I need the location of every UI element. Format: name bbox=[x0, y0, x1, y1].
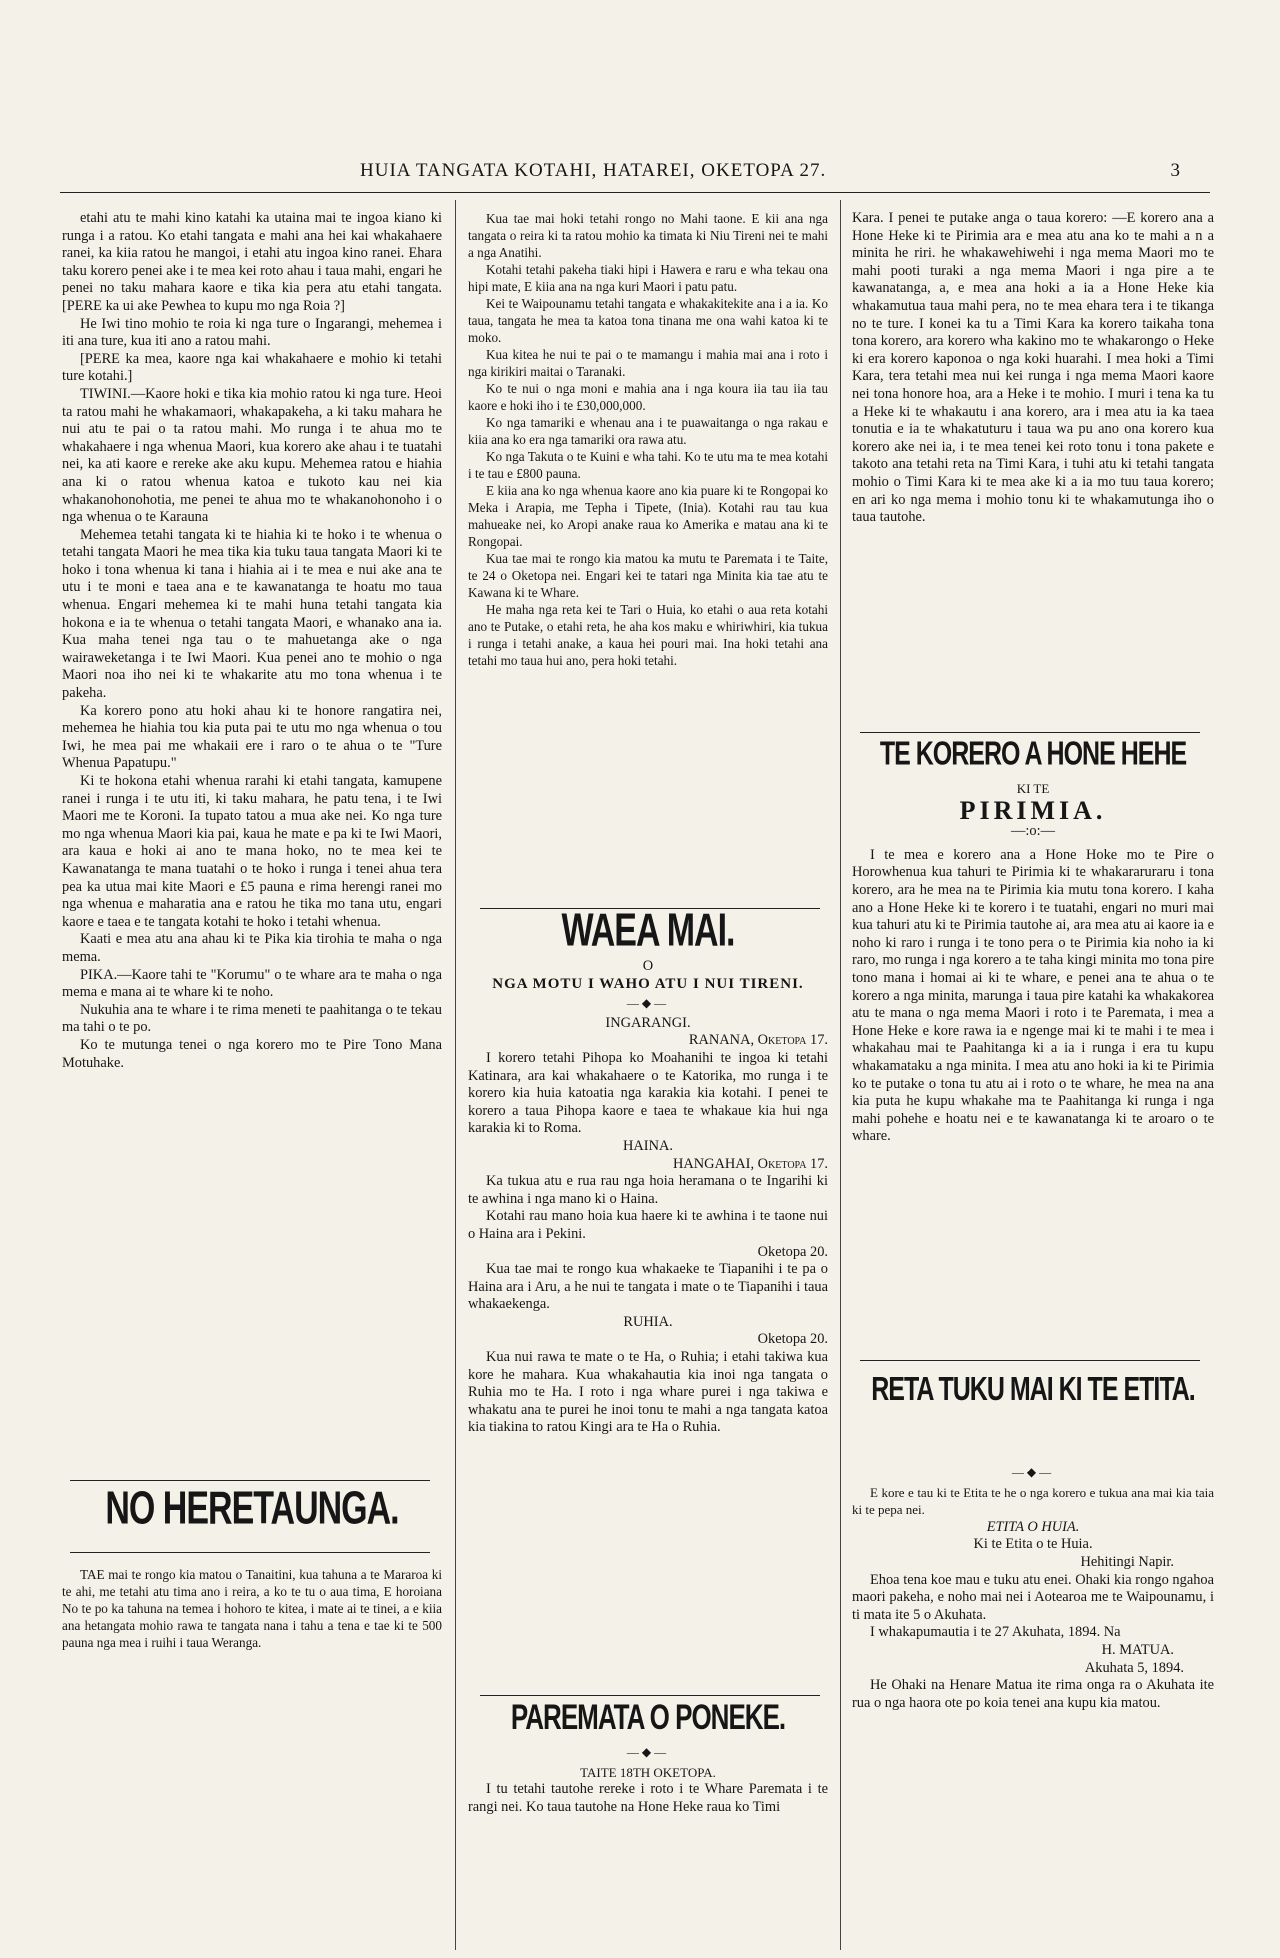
paremata-section bbox=[468, 1742, 828, 1816]
heretaunga-masthead: NO HERETAUNGA. bbox=[105, 1483, 399, 1535]
article-paragraph: Ki te hokona etahi whenua rarahi ki etahi tangata, kamupene ranei i runga i te utu iti, ki taku mahara, he patu tena, i te Iwi Maori me te Koroni. Ia tupato tatou a mua ake nei. Ko nga ture mo nga whenua Maori kia pai, kaua he mate e pa ki te Iwi Maori, ara kaua e hoki ai ano te mana hoko, no te mea kei te Kawanatanga te mana tuatahi o te hoko i runga i tenei ahua tera pea ka utua mai kite Maori e £5 pauna e rima herengi ranei mo nga whenua e maharatia ana e ratou he tika mo tana utu, engari kaore e taea e te tangata kotahi te hoko i tetahi whenua. bbox=[62, 773, 442, 930]
column-divider bbox=[840, 200, 841, 1950]
haina-heading: HAINA. bbox=[623, 1137, 673, 1154]
reta-section bbox=[852, 1462, 1214, 1712]
section-rule bbox=[70, 1552, 430, 1553]
article-paragraph: TIWINI.—Kaore hoki e tika kia mohio ratou ki nga ture. Heoi ta ratou mahi he whakamaori, whakapakeha, a ki taku mahara he nui atu te pai o ta ratou mahi. Mo runga i te ahua mo te whakahaere i nga whenua Maori, kua korero ake ahau i te tuatahi nei, ka ati kaore e rereke ake aku kupu. Mehemea ratou e hiahia ana ki o ratou whenua katoa e tukoto kau nei kia whakanohonohotia, me penei te ahua mo te whakanohonoho i o nga whenua o te Karauna bbox=[62, 385, 442, 526]
page-number: 3 bbox=[1170, 160, 1180, 181]
haina-dateline: Oketopa 20. bbox=[757, 1243, 828, 1260]
column-3-intro bbox=[852, 210, 1214, 527]
ruhia-text: Kua nui rawa te mate o te Ha, o Ruhia; i etahi takiwa kua kore he mahara. Kua whakahautia kia inoi nga tangata o Ruhia mo te Ha. I roto i nga whare purei i nga takiwa e whakatu ana te purei he inoi tonu te mahi a nga tangata katoa kia tiakina to ratou Kingi ara te Ha o Ruhia. bbox=[468, 1349, 828, 1436]
haina-text: Kotahi rau mano hoia kua haere ki te awhina i te taone nui o Haina ara i Pekini. bbox=[468, 1208, 828, 1242]
news-item: He maha nga reta kei te Tari o Huia, ko etahi o aua reta kotahi ano te Putake, o etahi reta, he aha kos maku e whiriwhiri, kia tukua i runga i tetahi anake, a kaua hei pouri mai. Ina hoki tetahi ana tetahi mo taua hui ano, pera hoki tetahi. bbox=[468, 602, 828, 668]
ingarangi-text: I korero tetahi Pihopa ko Moahanihi te ingoa ki tetahi Katinara, ara kai whakahaere o te Katorika, mo runga i te korero kia huia katoatia nga karakia kia kotahi. I penei te korero a taua Pihopa kaore e taea te whakaue kia hui nga karakia ki to Roma. bbox=[468, 1049, 828, 1137]
article-paragraph: PIKA.—Kaore tahi te "Korumu" o te whare ara te maha o nga mema e mana ai te whare ki te noho. bbox=[62, 966, 442, 1001]
article-paragraph: [PERE ka mea, kaore nga kai whakahaere e mohio ki tetahi ture kotahi.] bbox=[62, 350, 442, 385]
paremata-dateline: TAITE 18TH OKETOPA. bbox=[580, 1764, 716, 1780]
waea-section bbox=[468, 958, 828, 1437]
divider-ornament: —◆— bbox=[626, 1745, 670, 1759]
article-paragraph: Kara. I penei te putake anga o taua korero: —E korero ana a Hone Heke ki te Pirimia ara e mea atu ana ko te mahi a n a minita he riri. he whakawehiwehi i nga mema Maori mo te mahi pooti turaki a nga mema Maori i nga pire a te kawanatanga, a, e mea ana hoki a ia a Hone Heke kia whakamutua taua mahi pera, no te mea ehara tera i te tikanga no te ture. I konei ka tu a Timi Kara ka korero taikaha tona tona korero, ara korero wha kakino mo te whakarongo o Heke ki era korero kaponoa o nga koki huarahi. I mea hoki a Timi Kara, tera tetahi mea nui kei runga i nga mema Maori kaore nei tona honore hoa, ara a Heke i te mohio. I muri i tena ka tu a Heke ki te whakautu i ana korero, ara i mea atu ia ka taea tonutia e ia te whakatuturu i taua wa pu ano ona korero kua korero ake nei ia, i te mea tenei kei roto tonu i tona pakete e takoto ana tetahi reta na Timi Kara, i tuhi atu ki tetahi tangata mohio o Timi Kara ki te mea ake ki a ia mo tuu taua korero; en ari ko nga mema i mohio tonu ki te whakamutunga iho o taua tautohe. bbox=[852, 210, 1214, 526]
article-paragraph: He Iwi tino mohio te roia ki nga ture o Ingarangi, mehemea i iti ana ture, kua iti ano a ratou mahi. bbox=[62, 315, 442, 350]
haina-dateline: HANGAHAI, Oketopa 17. bbox=[672, 1155, 828, 1172]
haina-text: Kua tae mai te rongo kua whakaeke te Tiapanihi i te pa o Haina ara i Aru, a he nui te tangata i mate o te Tiapanihi i taua whakaekenga. bbox=[468, 1261, 828, 1313]
news-item: Ko te nui o nga moni e mahia ana i nga koura iia tau iia tau kaore e hoki iho i te £30,000,000. bbox=[468, 381, 828, 413]
article-paragraph: Ko te mutunga tenei o nga korero mo te Pire Tono Mana Motuhake. bbox=[62, 1036, 442, 1071]
reta-letter: I whakapumautia i te 27 Akuhata, 1894. Na bbox=[870, 1624, 1121, 1641]
page-header bbox=[90, 160, 1210, 190]
column-divider bbox=[455, 200, 456, 1950]
hone-text: I te mea e korero ana a Hone Hoke mo te Pire o Horowhenua kua tahuri te Pirimia ki te whakararuraru i tona korero, ara he mea na te Pirimia kia mutu tona korero. I kaha ano a Hone Heke ki te korero i te tuatahi, engari no muri mai kua tahuri atu ki te Pirimia tautohe ai, ara mea atu ai kaore ia e noho ki raro i runga i te tono pera o te Pirimia kia noho ia ki raro, mo runga i nga korero a te taha kingi minita mo tona pire tono mana i homai ai ki te whare, e penei ana te ahua o te korero a nga minita, marunga i taua pire katahi ka whakakorea atu te mana o nga mema Maori i roto i te Paremata, i mea a Hone Heke e kore rawa ia e ngenge mai ki te mahi i te mea i whakahau mai te Paahitanga ki a ia i runga i era tu kupu whakamataku a nga minita. I mea atu ano hoki ia ki te Pirimia ko te putake o tona tu atu ai i roto o te whare, he mea na ana kia puta he kupu whakahe ma te Paahitanga ki runga i nga mahi pohehe e hoatu nei e te kawanatanga ki te aroaro o te whare. bbox=[852, 846, 1214, 1145]
reta-masthead: RETA TUKU MAI KI TE ETITA. bbox=[871, 1370, 1195, 1408]
news-item: Kua kitea he nui te pai o te mamangu i mahia mai ana i roto i nga kirikiri maitai o Taranaki. bbox=[468, 347, 828, 379]
divider-ornament: —◆— bbox=[626, 996, 670, 1011]
reta-salutation: Ki te Etita o te Huia. bbox=[973, 1536, 1093, 1553]
section-rule bbox=[70, 1480, 430, 1481]
hone-section bbox=[852, 780, 1214, 1146]
reta-letter: Ehoa tena koe mau e tuku atu enei. Ohaki kia rongo ngahoa maori pakeha, e noho mai nei i Aotearoa me te Waipounamu, i ti mata ite 5 o Akuhata. bbox=[852, 1571, 1214, 1623]
column-1 bbox=[62, 210, 442, 1072]
reta-signature-date: Akuhata 5, 1894. bbox=[1084, 1659, 1184, 1676]
section-rule bbox=[860, 1360, 1200, 1361]
article-paragraph: etahi atu te mahi kino katahi ka utaina mai te ingoa kiano ki runga i a ratou. Ko etahi tangata e mahi ana hei kai whakahaere ranei, ka kiia ratou he mangoi, i etahi atu ingoa kino ranei. Ehara taku korero penei ake i te mea kei roto ahau i taua mahi, engari he penei no taku mahara kaore e tika kia pera atu etahi tangata. [PERE ka ui ake Pewhea to kupu mo nga Roia ?] bbox=[62, 210, 442, 314]
ornament: —:o:— bbox=[1011, 823, 1055, 840]
paremata-text: I tu tetahi tautohe rereke i roto i te Whare Paremata i te rangi nei. Ko taua tautohe na Hone Heke raua ko Timi bbox=[468, 1781, 828, 1815]
reta-letter: He Ohaki na Henare Matua ite rima onga ra o Akuhata ite rua o nga haora ote po koia tenei ana kupu kia matou. bbox=[852, 1677, 1214, 1711]
waea-sub-o: O bbox=[642, 958, 654, 974]
news-item: Kua tae mai te rongo kia matou ka mutu te Paremata i te Taite, te 24 o Oketopa nei. Engari kei te tatari nga Minita kia tae atu te Kawana ki te Whare. bbox=[468, 551, 828, 600]
header-rule bbox=[60, 192, 1210, 193]
article-paragraph: Nukuhia ana te whare i te rima meneti te paahitanga o te tekau ma tahi o te po. bbox=[62, 1001, 442, 1036]
news-item: Kua tae mai hoki tetahi rongo no Mahi taone. E kii ana nga tangata o reira ki ta ratou mohio ka timata ki Niu Tireni nei te mahi a nga Anatihi. bbox=[468, 211, 828, 260]
paremata-masthead: PAREMATA O PONEKE. bbox=[510, 1696, 786, 1738]
pirimia-heading: PIRIMIA. bbox=[959, 795, 1107, 825]
reta-heading: ETITA O HUIA. bbox=[986, 1518, 1080, 1535]
news-item: Kei te Waipounamu tetahi tangata e whakakitekite ana i a ia. Ko taua, tangata he mea ta katoa tona tinana me ona wahi katoa ki te moko. bbox=[468, 296, 828, 345]
ingarangi-heading: INGARANGI. bbox=[605, 1014, 691, 1031]
section-rule bbox=[860, 732, 1200, 733]
hone-masthead: TE KORERO A HONE HEHE bbox=[879, 734, 1187, 773]
article-paragraph: Ka korero pono atu hoki ahau ki te honore rangatira nei, mehemea he hiahia tou kia puta pai te utu mo nga whenua o tou Iwi, he mea pai me whakaii ere i raro o te ahua o te "Ture Whenua Papatupu." bbox=[62, 702, 442, 772]
article-paragraph: Mehemea tetahi tangata ki te hiahia ki te hoko i te whenua o tetahi tangata Maori he mea tika kia tuku taua tangata Maori ki te hoko i tona whenua ki tana i hiahia ai i te mea e nui ake ana te utu i te moni e taea ana e te kawanatanga te hoatu mo taua whenua. Engari mehemea ki te mahi huna tetahi tangata kia hokona e ia te whenua o tetahi tangata Maori, e whanako ana ia. Kua maha tenei nga tau o te mahuetanga ake o nga wairaweketanga i te Iwi Maori. Kua penei ano te mohio o nga Maori noa iho nei ki te whakarite atu mo tona whenua i te pakeha. bbox=[62, 526, 442, 702]
news-item: Ko nga Takuta o te Kuini e wha tahi. Ko te utu ma te mea kotahi i te tau e £800 pauna. bbox=[468, 449, 828, 481]
divider-ornament: —◆— bbox=[1011, 1465, 1055, 1479]
ruhia-dateline: Oketopa 20. bbox=[757, 1331, 828, 1348]
news-item: Ko nga tamariki e whenau ana i te puawaitanga o nga rakau e kiia ana ko era nga tamariki ora rawa atu. bbox=[468, 415, 828, 447]
waea-subheading: NGA MOTU I WAHO ATU I NUI TIRENI. bbox=[492, 975, 804, 992]
ingarangi-dateline: RANANA, Oketopa 17. bbox=[688, 1032, 828, 1049]
reta-signature: H. MATUA. bbox=[1101, 1641, 1174, 1658]
news-item: Kotahi tetahi pakeha tiaki hipi i Hawera e raru e wha tekau ona hipi mate, E kiia ana na nga kuri Maori i patu patu. bbox=[468, 262, 828, 294]
heretaunga-text: TAE mai te rongo kia matou o Tanaitini, kua tahuna a te Mararoa ki te ahi, me tetahi atu tima ano i reira, a ko te tu o aua tima, E horoiana No te po ka tahuna na temea i hohoro te kitea, i mate ai te tinei, a e kiia ana hetangata mohio rawa te tangata nana i tahu a tena e tae ki te 500 pauna nga mea i ruihi i taua Weranga. bbox=[62, 1567, 442, 1650]
ruhia-heading: RUHIA. bbox=[623, 1313, 673, 1330]
reta-notice: E kore e tau ki te Etita te he o nga korero e tukua ana mai kia taia ki te pepa nei. bbox=[852, 1484, 1214, 1518]
haina-text: Ka tukua atu e rua rau nga hoia heramana o te Ingarihi ki te awhina i nga mano ki o Haina. bbox=[468, 1173, 828, 1207]
news-item: E kiia ana ko nga whenua kaore ano kia puare ki te Rongopai ko Meka i Arapia, me Tepha i Tipete, (Inia). Kotahi rau tau kua mahueake nei, ko Aropi anake raua ko Amerika e matau ana ki te Rongopai. bbox=[468, 483, 828, 549]
article-paragraph: Kaati e mea atu ana ahau ki te Pika kia tirohia te maha o nga mema. bbox=[62, 931, 442, 965]
column-2-news bbox=[468, 210, 828, 669]
waea-masthead: WAEA MAI. bbox=[561, 905, 735, 957]
newspaper-title: HUIA TANGATA KOTAHI, HATAREI, OKETOPA 27. bbox=[360, 160, 827, 181]
heretaunga-article bbox=[62, 1566, 442, 1651]
reta-place: Hehitingi Napir. bbox=[1080, 1553, 1174, 1570]
hone-sub: KI TE bbox=[1016, 781, 1050, 796]
